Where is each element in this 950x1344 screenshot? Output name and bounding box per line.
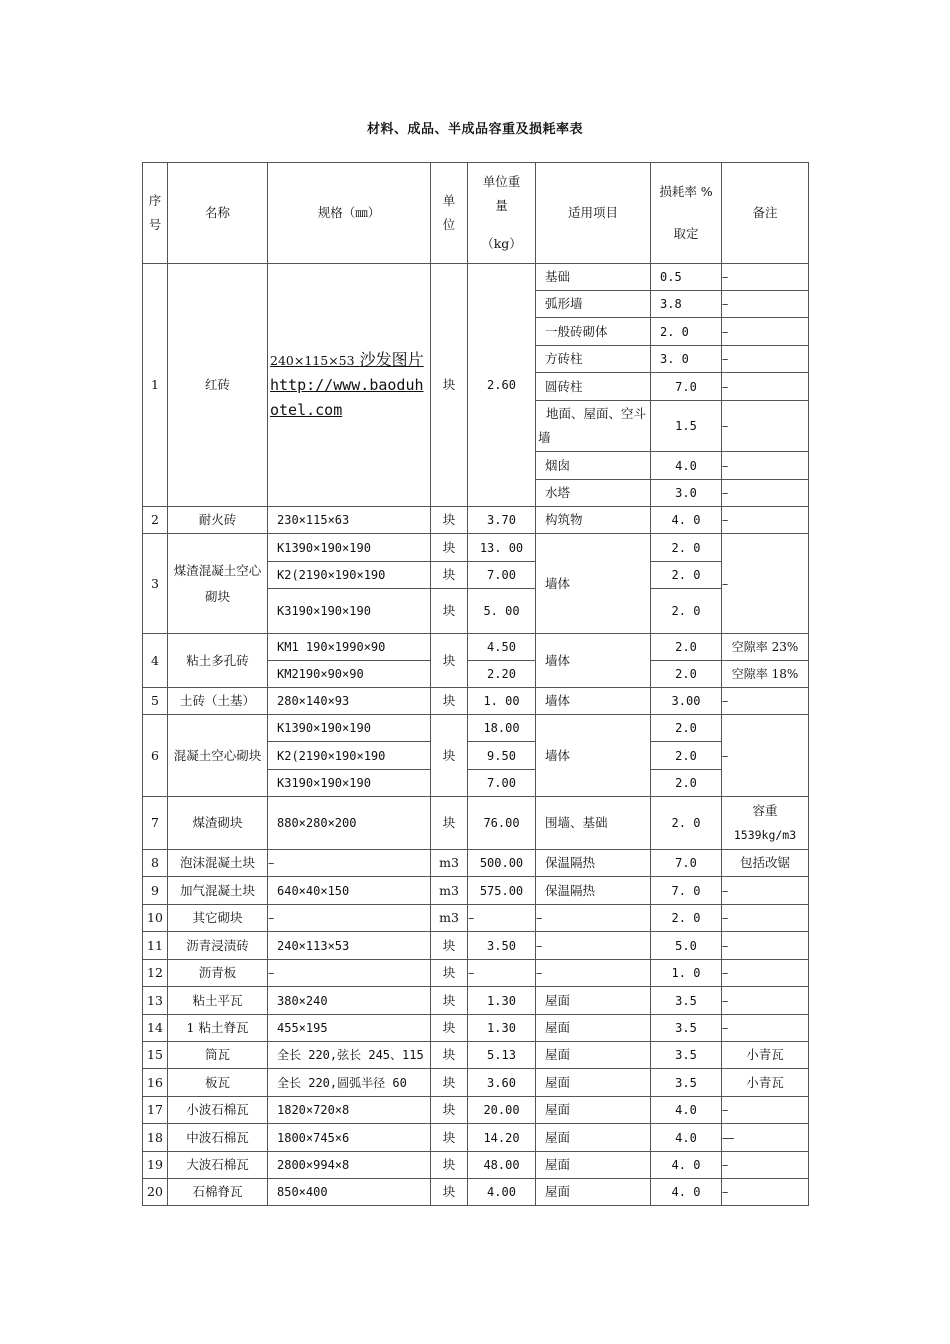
- row4-note: 空隙率 23%: [722, 634, 809, 661]
- cell-seq: 11: [143, 932, 168, 960]
- row1-loss: 3.8: [651, 291, 722, 318]
- row1-note: –: [722, 401, 809, 452]
- row1-project: 基础: [536, 264, 651, 291]
- row3-unit: 块: [431, 589, 468, 634]
- cell-spec: –: [268, 960, 431, 987]
- row3-weight: 13. 00: [468, 534, 536, 562]
- cell-project: 屋面: [536, 1152, 651, 1179]
- cell-unit: 块: [431, 1124, 468, 1152]
- cell-unit: 块: [431, 1152, 468, 1179]
- row6-spec: K1390×190×190: [268, 715, 431, 742]
- cell-seq: 12: [143, 960, 168, 987]
- header-row: [143, 163, 809, 264]
- table-row: [143, 507, 809, 534]
- row6-loss: 2.0: [651, 770, 722, 797]
- row5-loss: 3.00: [651, 688, 722, 715]
- cell-unit: 块: [431, 1042, 468, 1069]
- row5-unit: 块: [431, 688, 468, 715]
- header-seq: 序号: [143, 163, 168, 264]
- row7-spec: 880×280×200: [268, 797, 431, 850]
- row1-project: 弧形墙: [536, 291, 651, 318]
- cell-project: 屋面: [536, 1015, 651, 1042]
- cell-name: 1 粘土脊瓦: [168, 1015, 268, 1042]
- cell-project: 保温隔热: [536, 877, 651, 905]
- cell-note: 小青瓦: [722, 1069, 809, 1097]
- row2-unit: 块: [431, 507, 468, 534]
- cell-note: –: [722, 905, 809, 932]
- row7-weight: 76.00: [468, 797, 536, 850]
- table-row: [143, 960, 809, 987]
- table-row: [143, 1152, 809, 1179]
- cell-loss: 1. 0: [651, 960, 722, 987]
- row1-note: –: [722, 480, 809, 507]
- cell-name: 沥青板: [168, 960, 268, 987]
- cell-project: 屋面: [536, 1097, 651, 1124]
- row4-spec: KM2190×90×90: [268, 661, 431, 688]
- cell-loss: 4. 0: [651, 1179, 722, 1206]
- row2-loss: 4. 0: [651, 507, 722, 534]
- cell-name: 粘土平瓦: [168, 987, 268, 1015]
- header-weight: [468, 163, 536, 264]
- cell-note: –: [722, 877, 809, 905]
- cell-spec: 240×113×53: [268, 932, 431, 960]
- row3-spec: K2(2190×190×190: [268, 562, 431, 589]
- cell-seq: 16: [143, 1069, 168, 1097]
- row2-note: –: [722, 507, 809, 534]
- cell-project: –: [536, 932, 651, 960]
- cell-name: 中波石棉瓦: [168, 1124, 268, 1152]
- table-row: [143, 1015, 809, 1042]
- table-row: [143, 797, 809, 850]
- table-row: [143, 534, 809, 562]
- row1-note: –: [722, 291, 809, 318]
- cell-spec: 455×195: [268, 1015, 431, 1042]
- cell-loss: 5.0: [651, 932, 722, 960]
- row6-note: –: [722, 715, 809, 797]
- row3-loss: 2. 0: [651, 589, 722, 634]
- cell-seq: 9: [143, 877, 168, 905]
- cell-name: 小波石棉瓦: [168, 1097, 268, 1124]
- cell-note: 小青瓦: [722, 1042, 809, 1069]
- cell-weight: 575.00: [468, 877, 536, 905]
- row4-name: 粘土多孔砖: [168, 634, 268, 688]
- row4-loss: 2.0: [651, 634, 722, 661]
- row6-seq: 6: [143, 715, 168, 797]
- row6-weight: 18.00: [468, 715, 536, 742]
- spec-link-url[interactable]: http://www.baoduhotel.com: [270, 376, 424, 419]
- cell-loss: 2. 0: [651, 905, 722, 932]
- cell-name: 泡沫混凝土块: [168, 850, 268, 877]
- cell-seq: 20: [143, 1179, 168, 1206]
- cell-loss: 3.5: [651, 1069, 722, 1097]
- cell-project: 屋面: [536, 1179, 651, 1206]
- header-unit: 单位: [431, 163, 468, 264]
- row1-project: 烟囱: [536, 452, 651, 480]
- row7-note-value: 1539kg/m3: [733, 828, 797, 842]
- table-row: [143, 634, 809, 661]
- row1-loss: 7.0: [651, 373, 722, 401]
- cell-weight: 48.00: [468, 1152, 536, 1179]
- cell-spec: 850×400: [268, 1179, 431, 1206]
- cell-weight: 20.00: [468, 1097, 536, 1124]
- row3-note: –: [722, 534, 809, 634]
- cell-unit: 块: [431, 960, 468, 987]
- cell-project: 屋面: [536, 987, 651, 1015]
- header-note: 备注: [722, 163, 809, 264]
- spec-link-text[interactable]: 沙发图片: [359, 350, 424, 369]
- cell-spec: 1820×720×8: [268, 1097, 431, 1124]
- header-spec: 规格（㎜）: [268, 163, 431, 264]
- row1-project: 方砖柱: [536, 346, 651, 373]
- cell-unit: m3: [431, 850, 468, 877]
- table-row: [143, 1097, 809, 1124]
- cell-loss: 3.5: [651, 1015, 722, 1042]
- row3-unit: 块: [431, 562, 468, 589]
- table-row: [143, 850, 809, 877]
- row6-weight: 9.50: [468, 742, 536, 770]
- table-row: [143, 1124, 809, 1152]
- row7-unit: 块: [431, 797, 468, 850]
- header-loss-sub: 取定: [673, 226, 699, 241]
- cell-weight: 14.20: [468, 1124, 536, 1152]
- document-title: 材料、成品、半成品容重及损耗率表: [366, 122, 583, 137]
- row3-name: 煤渣混凝土空心砌块: [168, 534, 268, 634]
- cell-unit: 块: [431, 1097, 468, 1124]
- row6-weight: 7.00: [468, 770, 536, 797]
- row1-project: 一般砖砌体: [536, 318, 651, 346]
- cell-name: 板瓦: [168, 1069, 268, 1097]
- row7-note-label: 容重: [752, 803, 778, 818]
- cell-weight: 5.13: [468, 1042, 536, 1069]
- table-row: [143, 1179, 809, 1206]
- row1-weight: 2.60: [468, 264, 536, 507]
- cell-spec: –: [268, 850, 431, 877]
- cell-weight: –: [468, 960, 536, 987]
- row1-note: –: [722, 264, 809, 291]
- table-row: [143, 688, 809, 715]
- cell-seq: 13: [143, 987, 168, 1015]
- row5-project: 墙体: [536, 688, 651, 715]
- cell-name: 石棉脊瓦: [168, 1179, 268, 1206]
- cell-spec: –: [268, 905, 431, 932]
- header-loss: [651, 163, 722, 264]
- table-row: [143, 1042, 809, 1069]
- cell-project: –: [536, 905, 651, 932]
- cell-note: –: [722, 1152, 809, 1179]
- cell-note: –: [722, 1015, 809, 1042]
- cell-project: 保温隔热: [536, 850, 651, 877]
- cell-weight: 500.00: [468, 850, 536, 877]
- row5-name: 土砖（土基）: [168, 688, 268, 715]
- cell-name: 加气混凝土块: [168, 877, 268, 905]
- header-name: 名称: [168, 163, 268, 264]
- cell-spec: 1800×745×6: [268, 1124, 431, 1152]
- row1-project: 地面、屋面、空斗墙: [536, 401, 651, 452]
- cell-spec: 640×40×150: [268, 877, 431, 905]
- row1-loss: 3.0: [651, 480, 722, 507]
- row4-note: 空隙率 18%: [722, 661, 809, 688]
- row1-seq: 1: [143, 264, 168, 507]
- row7-loss: 2. 0: [651, 797, 722, 850]
- cell-weight: –: [468, 905, 536, 932]
- row1-note: –: [722, 373, 809, 401]
- row6-unit: 块: [431, 715, 468, 797]
- row4-weight: 4.50: [468, 634, 536, 661]
- row7-seq: 7: [143, 797, 168, 850]
- row2-name: 耐火砖: [168, 507, 268, 534]
- cell-name: 筒瓦: [168, 1042, 268, 1069]
- cell-seq: 19: [143, 1152, 168, 1179]
- row1-spec: [268, 264, 431, 507]
- cell-spec: 380×240: [268, 987, 431, 1015]
- cell-weight: 4.00: [468, 1179, 536, 1206]
- row5-weight: 1. 00: [468, 688, 536, 715]
- row1-loss: 3. 0: [651, 346, 722, 373]
- cell-spec: 2800×994×8: [268, 1152, 431, 1179]
- row1-unit: 块: [431, 264, 468, 507]
- cell-project: 屋面: [536, 1124, 651, 1152]
- row1-note: –: [722, 452, 809, 480]
- row3-spec: K3190×190×190: [268, 589, 431, 634]
- cell-weight: 1.30: [468, 987, 536, 1015]
- cell-name: 大波石棉瓦: [168, 1152, 268, 1179]
- row6-loss: 2.0: [651, 742, 722, 770]
- row5-seq: 5: [143, 688, 168, 715]
- row7-project: 围墙、基础: [536, 797, 651, 850]
- table-row: [143, 987, 809, 1015]
- cell-seq: 17: [143, 1097, 168, 1124]
- row4-project: 墙体: [536, 634, 651, 688]
- cell-weight: 3.60: [468, 1069, 536, 1097]
- row1-loss: 4.0: [651, 452, 722, 480]
- row2-project: 构筑物: [536, 507, 651, 534]
- row3-project: 墙体: [536, 534, 651, 634]
- row5-spec: 280×140×93: [268, 688, 431, 715]
- cell-project: 屋面: [536, 1042, 651, 1069]
- row5-note: –: [722, 688, 809, 715]
- cell-loss: 4. 0: [651, 1152, 722, 1179]
- row3-spec: K1390×190×190: [268, 534, 431, 562]
- row1-note: –: [722, 318, 809, 346]
- row6-project: 墙体: [536, 715, 651, 797]
- row4-loss: 2.0: [651, 661, 722, 688]
- table-row: [143, 264, 809, 291]
- cell-name: 其它砌块: [168, 905, 268, 932]
- row1-note: –: [722, 346, 809, 373]
- table-row: [143, 905, 809, 932]
- row3-weight: 5. 00: [468, 589, 536, 634]
- cell-loss: 3.5: [651, 987, 722, 1015]
- cell-seq: 14: [143, 1015, 168, 1042]
- table-row: [143, 932, 809, 960]
- row1-loss: 2. 0: [651, 318, 722, 346]
- row2-weight: 3.70: [468, 507, 536, 534]
- row3-seq: 3: [143, 534, 168, 634]
- cell-unit: 块: [431, 1179, 468, 1206]
- row4-seq: 4: [143, 634, 168, 688]
- row6-name: 混凝土空心砌块: [168, 715, 268, 797]
- row6-spec: K2(2190×190×190: [268, 742, 431, 770]
- row2-seq: 2: [143, 507, 168, 534]
- cell-note: 包括改锯: [722, 850, 809, 877]
- cell-note: –: [722, 960, 809, 987]
- cell-loss: 7.0: [651, 850, 722, 877]
- material-table: [142, 162, 809, 1206]
- header-weight-label: 单位重量: [482, 174, 521, 213]
- row2-spec: 230×115×63: [268, 507, 431, 534]
- row4-weight: 2.20: [468, 661, 536, 688]
- row1-loss: 1.5: [651, 401, 722, 452]
- cell-project: 屋面: [536, 1069, 651, 1097]
- cell-loss: 7. 0: [651, 877, 722, 905]
- cell-weight: 1.30: [468, 1015, 536, 1042]
- cell-note: —: [722, 1124, 809, 1152]
- row3-unit: 块: [431, 534, 468, 562]
- cell-spec: 全长 220,圆弧半径 60: [268, 1069, 431, 1097]
- cell-loss: 4.0: [651, 1097, 722, 1124]
- row3-weight: 7.00: [468, 562, 536, 589]
- cell-unit: 块: [431, 1015, 468, 1042]
- cell-seq: 10: [143, 905, 168, 932]
- row7-name: 煤渣砌块: [168, 797, 268, 850]
- cell-loss: 3.5: [651, 1042, 722, 1069]
- table-row: [143, 877, 809, 905]
- row1-loss: 0.5: [651, 264, 722, 291]
- cell-unit: 块: [431, 987, 468, 1015]
- row1-project: 圆砖柱: [536, 373, 651, 401]
- row4-spec: KM1 190×1990×90: [268, 634, 431, 661]
- row4-unit: 块: [431, 634, 468, 688]
- cell-note: –: [722, 987, 809, 1015]
- row1-name: 红砖: [168, 264, 268, 507]
- cell-weight: 3.50: [468, 932, 536, 960]
- row1-project: 水塔: [536, 480, 651, 507]
- cell-note: –: [722, 1179, 809, 1206]
- cell-unit: 块: [431, 932, 468, 960]
- table-row: [143, 715, 809, 742]
- row6-spec: K3190×190×190: [268, 770, 431, 797]
- cell-seq: 8: [143, 850, 168, 877]
- row3-loss: 2. 0: [651, 562, 722, 589]
- header-weight-unit: （kg）: [481, 236, 522, 251]
- cell-seq: 18: [143, 1124, 168, 1152]
- cell-seq: 15: [143, 1042, 168, 1069]
- cell-unit: 块: [431, 1069, 468, 1097]
- row3-loss: 2. 0: [651, 534, 722, 562]
- cell-loss: 4.0: [651, 1124, 722, 1152]
- cell-unit: m3: [431, 877, 468, 905]
- simple-rows: [143, 850, 809, 1206]
- cell-note: –: [722, 932, 809, 960]
- row6-loss: 2.0: [651, 715, 722, 742]
- cell-project: –: [536, 960, 651, 987]
- row1-spec-prefix: 240×115×53: [270, 353, 355, 368]
- header-loss-label: 损耗率 %: [659, 184, 713, 199]
- cell-unit: m3: [431, 905, 468, 932]
- table-row: [143, 1069, 809, 1097]
- cell-note: –: [722, 1097, 809, 1124]
- cell-name: 沥青浸渍砖: [168, 932, 268, 960]
- row7-note: [722, 797, 809, 850]
- cell-spec: 全长 220,弦长 245、115: [268, 1042, 431, 1069]
- header-project: 适用项目: [536, 163, 651, 264]
